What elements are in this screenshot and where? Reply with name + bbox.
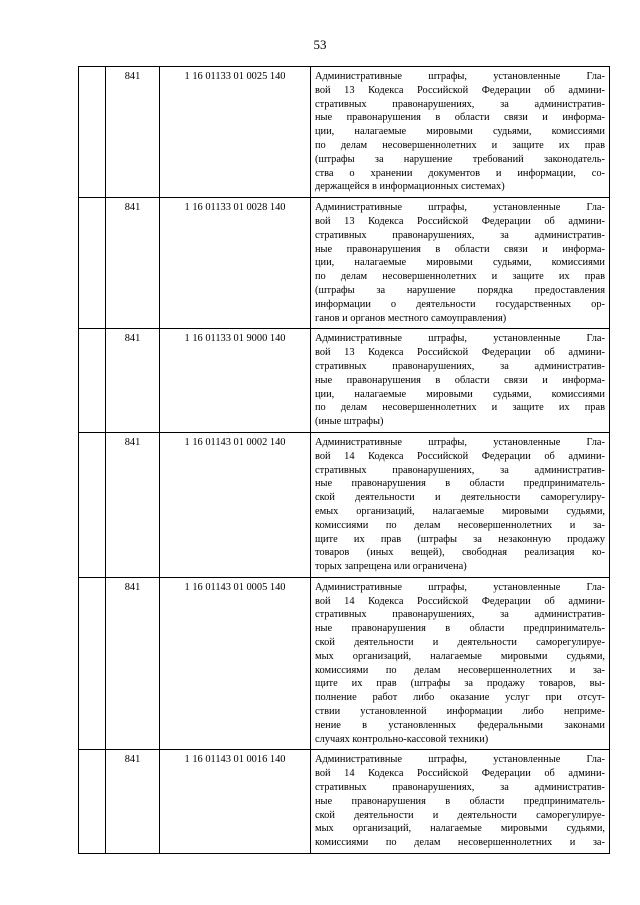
table-row: [79, 577, 610, 750]
description-line: ные правонарушения в области предприниматель-: [315, 795, 605, 807]
description-line: Административные штрафы, установленные Гла-: [315, 333, 605, 345]
description-line: мых организаций, налагаемые мировыми судьями,: [315, 650, 605, 662]
budget-classification-code-cell: 1 16 01143 01 0002 140: [160, 432, 311, 577]
description-line: ганов и органов местного самоуправления): [315, 312, 507, 324]
description-line: вой 14 Кодекса Российской Федерации об админи-: [315, 595, 605, 607]
description-cell: [311, 329, 610, 433]
description-line: (штрафы за нарушение требований законодатель-: [315, 153, 605, 165]
description-line: емых организаций, налагаемые мировыми судьями,: [315, 505, 605, 517]
description-cell: [311, 198, 610, 329]
table-row: [79, 198, 610, 329]
table-row: [79, 67, 610, 198]
description-line: ции, налагаемые мировыми судьями, комиссиями: [315, 388, 605, 400]
empty-cell: [79, 432, 106, 577]
budget-classification-code-cell: 1 16 01133 01 0025 140: [160, 67, 311, 198]
empty-cell: [79, 329, 106, 433]
description-line: комиссиями по делам несовершеннолетних и за-: [315, 837, 605, 849]
empty-cell: [79, 577, 106, 750]
description-line: щите их прав (штрафы за продажу товаров, вы-: [315, 678, 605, 690]
description-line: ные правонарушения в области связи и информа-: [315, 243, 605, 255]
description-line: ции, налагаемые мировыми судьями, комиссиями: [315, 126, 605, 138]
description-line: стративных правонарушениях, за административ-: [315, 782, 605, 794]
description-line: по делам несовершеннолетних и защите их прав: [315, 402, 605, 414]
description-line: торых запрещена или ограничена): [315, 561, 467, 573]
table-row: [79, 432, 610, 577]
admin-code-cell: 841: [106, 67, 160, 198]
description-line: по делам несовершеннолетних и защите их прав: [315, 271, 605, 283]
budget-codes-table: [78, 66, 610, 854]
empty-cell: [79, 198, 106, 329]
description-line: Административные штрафы, установленные Гла-: [315, 71, 605, 82]
admin-code-cell: 841: [106, 750, 160, 854]
description-line: стративных правонарушениях, за административ-: [315, 609, 605, 621]
budget-classification-code-cell: 1 16 01143 01 0005 140: [160, 577, 311, 750]
description-line: вой 13 Кодекса Российской Федерации об админи-: [315, 347, 605, 359]
admin-code-cell: 841: [106, 329, 160, 433]
budget-classification-code-cell: 1 16 01143 01 0016 140: [160, 750, 311, 854]
table-row: [79, 750, 610, 854]
page-number: 53: [313, 37, 327, 52]
description-line: Административные штрафы, установленные Гла-: [315, 436, 605, 448]
description-line: ные правонарушения в области связи и информа-: [315, 374, 605, 386]
description-line: мых организаций, налагаемые мировыми судьями,: [315, 823, 605, 835]
description-line: ные правонарушения в области предприниматель-: [315, 623, 605, 635]
empty-cell: [79, 67, 106, 198]
description-line: ской деятельности и деятельности саморегулируе-: [315, 637, 605, 649]
description-cell: [311, 432, 610, 577]
budget-classification-code-cell: 1 16 01133 01 0028 140: [160, 198, 311, 329]
description-line: ской деятельности и деятельности саморегулиру-: [315, 492, 605, 504]
description-line: нение в установленных федеральными законами: [315, 719, 605, 731]
description-line: ской деятельности и деятельности саморегулируе-: [315, 809, 605, 821]
description-line: ции, налагаемые мировыми судьями, комиссиями: [315, 257, 605, 269]
description-line: Административные штрафы, установленные Гла-: [315, 202, 605, 214]
description-line: Административные штрафы, установленные Гла-: [315, 754, 605, 766]
admin-code-cell: 841: [106, 577, 160, 750]
description-line: вой 14 Кодекса Российской Федерации об админи-: [315, 768, 605, 780]
description-line: (иные штрафы): [315, 416, 384, 428]
table-row: [79, 329, 610, 433]
admin-code-cell: 841: [106, 432, 160, 577]
description-line: (штрафы за нарушение порядка предоставления: [315, 284, 605, 296]
description-line: вой 13 Кодекса Российской Федерации об админи-: [315, 215, 605, 227]
description-line: вой 14 Кодекса Российской Федерации об админи-: [315, 450, 605, 462]
description-line: Административные штрафы, установленные Гла-: [315, 581, 605, 593]
description-line: стративных правонарушениях, за административ-: [315, 229, 605, 241]
description-line: комиссиями по делам несовершеннолетних и за-: [315, 519, 605, 531]
description-cell: [311, 577, 610, 750]
description-line: ные правонарушения в области предприниматель-: [315, 478, 605, 490]
description-line: ства о хранении документов и информации, со-: [315, 167, 605, 179]
admin-code-cell: 841: [106, 198, 160, 329]
description-line: информации о деятельности государственных ор-: [315, 298, 605, 310]
empty-cell: [79, 750, 106, 854]
description-line: ные правонарушения в области связи и информа-: [315, 112, 605, 124]
description-line: стративных правонарушениях, за административ-: [315, 98, 605, 110]
budget-classification-code-cell: 1 16 01133 01 9000 140: [160, 329, 311, 433]
description-line: щите их прав (штрафы за незаконную продажу: [315, 533, 605, 545]
description-line: держащейся в информационных системах): [315, 181, 505, 193]
description-line: полнение работ либо оказание услуг при отсут-: [315, 692, 605, 704]
description-line: стративных правонарушениях, за административ-: [315, 464, 605, 476]
description-line: товаров (иных вещей), свободная реализация ко-: [315, 547, 605, 559]
description-line: случаях контрольно-кассовой техники): [315, 733, 489, 745]
description-line: ствии установленной информации либо неприме-: [315, 706, 605, 718]
description-line: стративных правонарушениях, за административ-: [315, 360, 605, 372]
description-line: вой 13 Кодекса Российской Федерации об админи-: [315, 84, 605, 96]
description-cell: [311, 67, 610, 198]
description-line: по делам несовершеннолетних и защите их прав: [315, 139, 605, 151]
description-cell: [311, 750, 610, 854]
description-line: комиссиями по делам несовершеннолетних и за-: [315, 664, 605, 676]
